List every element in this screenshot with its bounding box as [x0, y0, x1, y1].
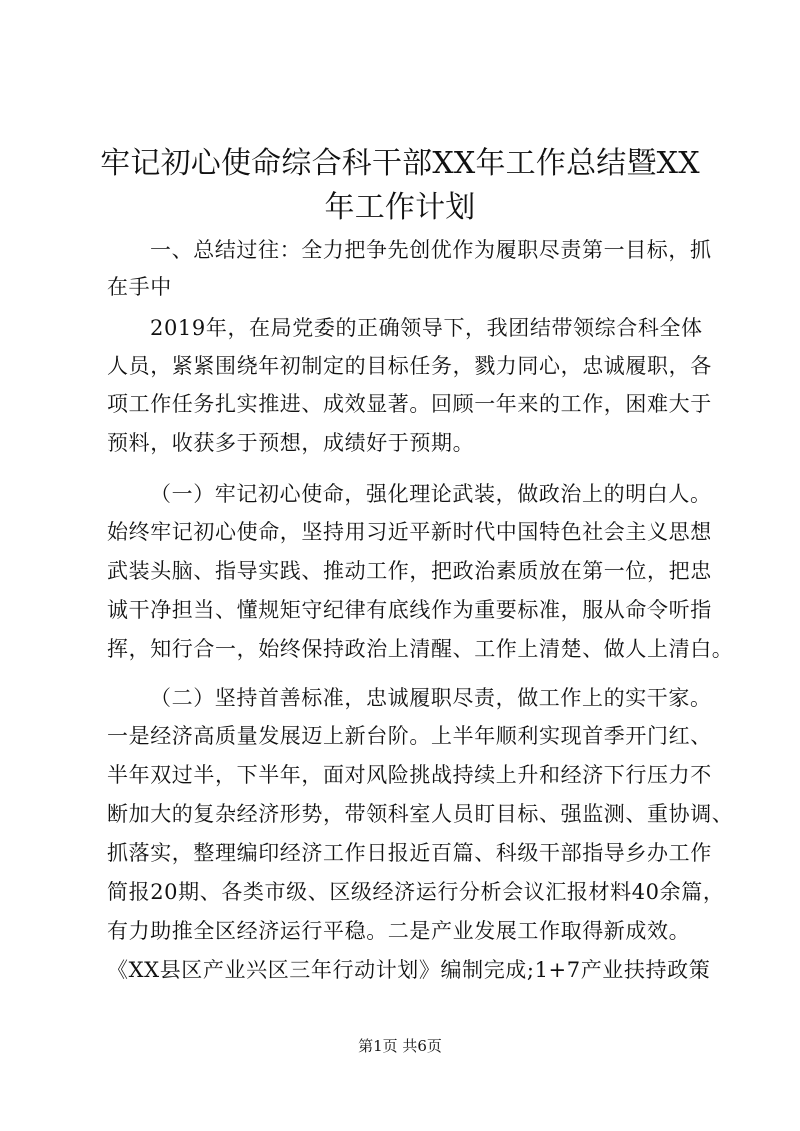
- document-title: [100, 142, 700, 230]
- title-line-2: 年工作计划: [324, 190, 476, 225]
- body-line-12: （二）坚持首善标准，忠诚履职尽责，做工作上的实干家。: [150, 686, 712, 710]
- title-line-1: 牢记初心使命综合科干部XX年工作总结暨XX: [100, 146, 700, 181]
- body-line-6: 预料，收获多于预想，成绩好于预期。: [107, 431, 475, 455]
- body-line-5: 项工作任务扎实推进、成效显著。回顾一年来的工作，困难大于: [107, 392, 712, 416]
- body-line-18: 有力助推全区经济运行平稳。二是产业发展工作取得新成效。: [107, 919, 691, 943]
- body-line-3: 2019年，在局党委的正确领导下，我团结带领综合科全体: [150, 316, 703, 340]
- body-line-15: 断加大的复杂经济形势，带领科室人员盯目标、强监测、重协调、: [107, 802, 734, 826]
- body-line-13: 一是经济高质量发展迈上新台阶。上半年顺利实现首季开门红、: [107, 724, 712, 748]
- body-line-4: 人员，紧紧围绕年初制定的目标任务，戮力同心，忠诚履职，各: [107, 354, 712, 378]
- body-line-14: 半年双过半，下半年，面对风险挑战持续上升和经济下行压力不: [107, 763, 712, 787]
- page-number-text: 第1页 共6页: [358, 1037, 442, 1055]
- body-line-8: 始终牢记初心使命，坚持用习近平新时代中国特色社会主义思想: [107, 520, 712, 544]
- body-line-2: 在手中: [107, 275, 172, 299]
- body-line-16: 抓落实，整理编印经济工作日报近百篇、科级干部指导乡办工作: [107, 841, 712, 865]
- body-line-11: 挥，知行合一，始终保持政治上清醒、工作上清楚、做人上清白。: [107, 637, 734, 661]
- body-line-19: 《XX县区产业兴区三年行动计划》编制完成;1+7产业扶持政策: [107, 958, 711, 982]
- body-line-10: 诚干净担当、懂规矩守纪律有底线作为重要标准，服从命令听指: [107, 598, 712, 622]
- page-footer: [0, 1036, 800, 1056]
- body-line-9: 武装头脑、指导实践、推动工作，把政治素质放在第一位，把忠: [107, 559, 712, 583]
- body-line-17: 简报20期、各类市级、区级经济运行分析会议汇报材料40余篇，: [107, 880, 725, 904]
- body-line-7: （一）牢记初心使命，强化理论武装，做政治上的明白人。: [150, 482, 712, 506]
- body-line-1: 一、总结过往：全力把争先创优作为履职尽责第一目标，抓: [150, 238, 712, 262]
